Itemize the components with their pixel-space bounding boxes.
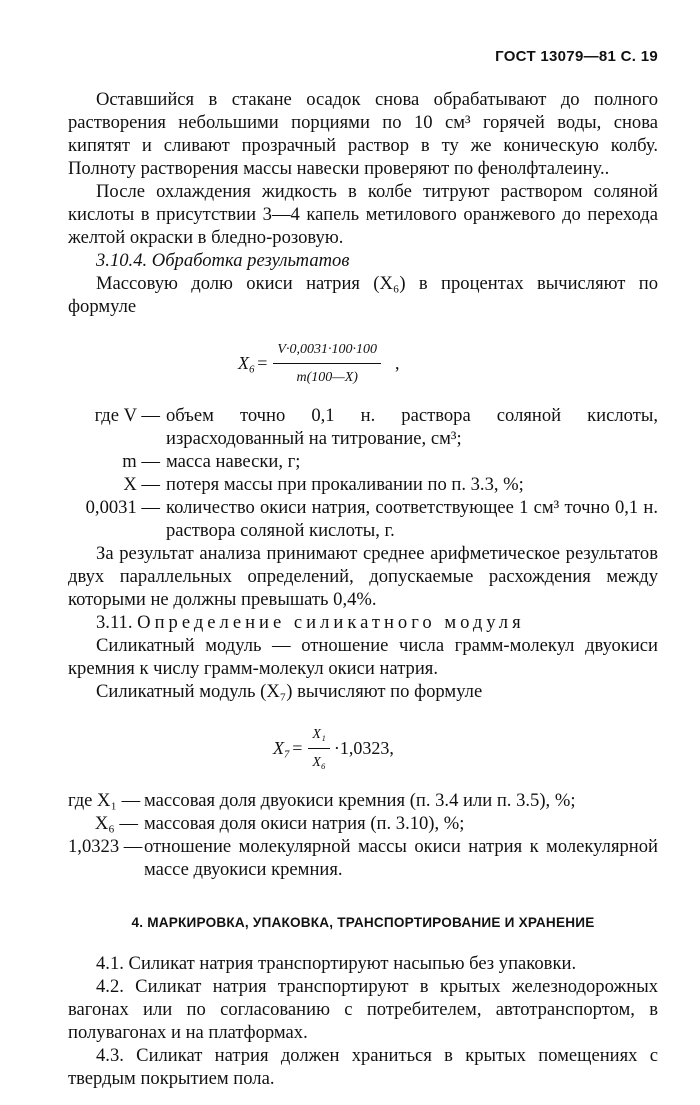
definition-label: 0,0031 — bbox=[85, 497, 160, 518]
definition-row bbox=[68, 812, 658, 835]
definition-row bbox=[68, 835, 658, 881]
definition-text: масса навески, г; bbox=[166, 451, 301, 472]
heading-3-10-4: 3.10.4. Обработка результатов bbox=[96, 250, 350, 271]
paragraph-formula-intro-1: Массовую долю окиси натрия (X₆) в процентах вычисляют по формуле bbox=[68, 273, 658, 317]
definition-label: X — bbox=[123, 474, 160, 495]
formula1-lhs: X₆ bbox=[238, 353, 256, 373]
definition-label: где V — bbox=[94, 405, 160, 426]
definition-row bbox=[68, 404, 658, 450]
section-4-title: 4. МАРКИРОВКА, УПАКОВКА, ТРАНСПОРТИРОВАНИЕ И ХРАНЕНИЕ bbox=[131, 915, 595, 930]
paragraph-titration: После охлаждения жидкость в колбе титруют раствором соляной кислоты в присутствии 3—4 капель метилового оранжевого до перехода желтой окраски в бледно-розовую. bbox=[68, 181, 658, 248]
definition-text: массовая доля окиси натрия (п. 3.10), %; bbox=[144, 813, 465, 834]
formula1-tail: , bbox=[394, 353, 400, 373]
document-body bbox=[68, 88, 658, 1090]
heading-3-11 bbox=[68, 611, 658, 634]
definition-row bbox=[68, 450, 658, 473]
definition-text: объем точно 0,1 н. раствора соляной кислоты, израсходованный на титрование, см³; bbox=[166, 405, 658, 449]
formula2-tail: ·1,0323, bbox=[333, 738, 394, 758]
heading-3-11-number: 3.11. bbox=[96, 612, 133, 633]
definition-row bbox=[68, 496, 658, 542]
paragraph-silicate-definition: Силикатный модуль — отношение числа грамм-молекул двуокиси кремния к числу грамм-молекул окиси натрия. bbox=[68, 635, 658, 679]
definitions-formula1 bbox=[68, 404, 658, 542]
formula1-eq: = bbox=[257, 353, 268, 373]
definition-label: m — bbox=[122, 451, 160, 472]
page-header: ГОСТ 13079—81 С. 19 bbox=[495, 48, 658, 65]
formula2-fraction bbox=[308, 723, 329, 774]
definition-label: X₆ — bbox=[94, 813, 138, 834]
formula-silicate-module bbox=[68, 717, 658, 775]
paragraph-formula-intro-2: Силикатный модуль (X₇) вычисляют по формуле bbox=[96, 681, 483, 702]
formula1-numerator: V·0,0031·100·100 bbox=[273, 338, 381, 364]
paragraph-residue: Оставшийся в стакане осадок снова обрабатывают до полного растворения небольшими порциями по 10 см³ горячей воды, снова кипятят и сливают прозрачный раствор в ту же коническую колбу. Полноту растворения массы навески проверяют по фенолфталеину.. bbox=[68, 89, 658, 179]
formula2-denominator: X₆ bbox=[312, 755, 326, 770]
definitions-formula2 bbox=[68, 789, 658, 881]
formula2-eq: = bbox=[292, 738, 303, 758]
formula1-denominator: m(100—X) bbox=[296, 370, 358, 385]
formula-sodium-oxide bbox=[68, 332, 658, 390]
paragraph-result: За результат анализа принимают среднее арифметическое результатов двух параллельных определений, допускаемые расхождения между которыми не должны превышать 0,4%. bbox=[68, 543, 658, 610]
definition-row bbox=[68, 789, 658, 812]
definition-text: количество окиси натрия, соответствующее 1 см³ точно 0,1 н. раствора соляной кислоты, г. bbox=[166, 497, 658, 541]
paragraph-4-3: 4.3. Силикат натрия должен храниться в крытых помещениях с твердым покрытием пола. bbox=[68, 1045, 658, 1089]
paragraph-4-2: 4.2. Силикат натрия транспортируют в крытых железнодорожных вагонах или по согласованию с потребителем, автотранспортом, в полувагонах и на платформах. bbox=[68, 976, 658, 1043]
definition-label: где X₁ — bbox=[68, 790, 141, 811]
formula1-fraction bbox=[273, 338, 381, 389]
formula2-numerator: X₁ bbox=[308, 723, 329, 749]
paragraph-4-1: 4.1. Силикат натрия транспортируют насыпью без упаковки. bbox=[96, 953, 577, 974]
formula2-lhs: X₇ bbox=[273, 738, 291, 758]
definition-row bbox=[68, 473, 658, 496]
definition-text: потеря массы при прокаливании по п. 3.3, %; bbox=[166, 474, 524, 495]
definition-text: отношение молекулярной массы окиси натрия к молекулярной массе двуокиси кремния. bbox=[144, 836, 658, 880]
definition-text: массовая доля двуокиси кремния (п. 3.4 или п. 3.5), %; bbox=[144, 790, 576, 811]
definition-label: 1,0323 — bbox=[68, 836, 143, 857]
heading-3-11-title: Определение силикатного модуля bbox=[137, 612, 525, 633]
